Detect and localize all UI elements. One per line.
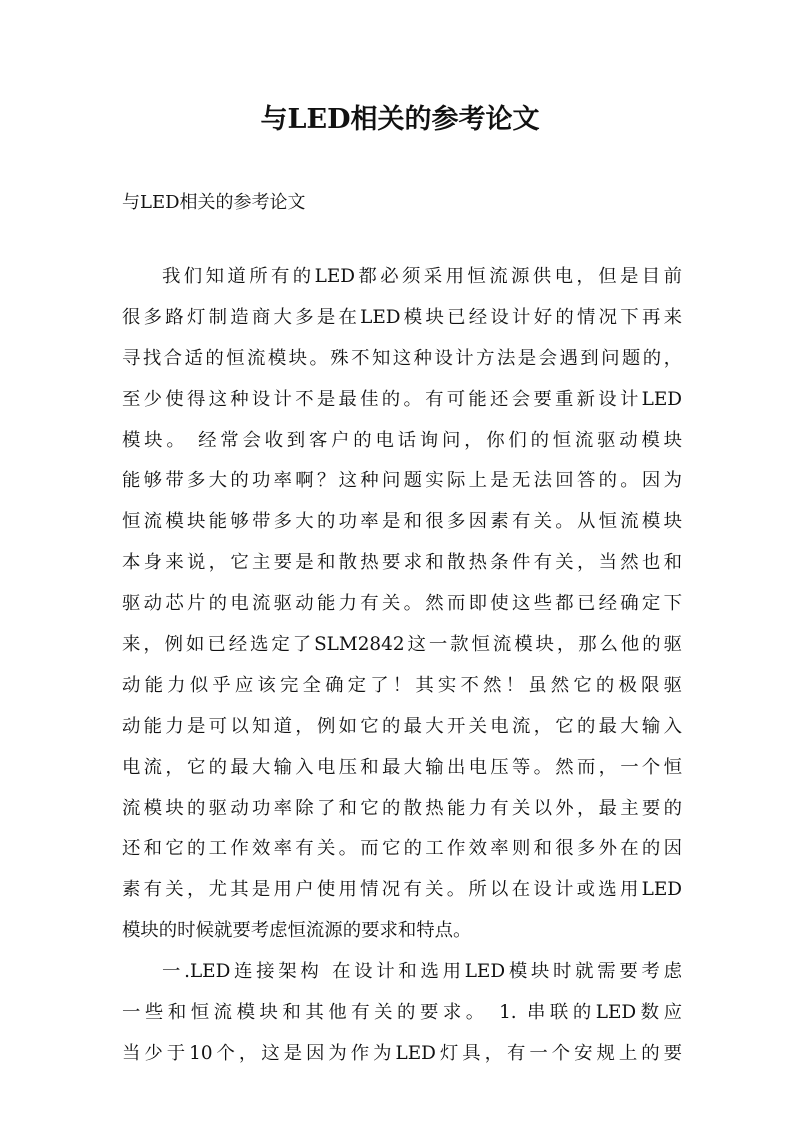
body-line: 来，例如已经选定了SLM2842这一款恒流模块，那么他的驱 — [122, 634, 682, 656]
body-line: 动能力是可以知道，例如它的最大开关电流，它的最大输入 — [122, 715, 682, 737]
body-line: 至少使得这种设计不是最佳的。有可能还会要重新设计LED — [122, 388, 682, 410]
body-line: 动能力似乎应该完全确定了！其实不然！虽然它的极限驱 — [122, 674, 682, 696]
body-line: 驱动芯片的电流驱动能力有关。然而即使这些都已经确定下 — [122, 593, 682, 615]
body-line: 当少于10个，这是因为作为LED灯具，有一个安规上的要 — [122, 1042, 682, 1064]
body-line: 电流，它的最大输入电压和最大输出电压等。然而，一个恒 — [122, 756, 682, 778]
body-line: 流模块的驱动功率除了和它的散热能力有关以外，最主要的 — [122, 797, 682, 819]
body-line: 能够带多大的功率啊？这种问题实际上是无法回答的。因为 — [122, 470, 682, 492]
body-line: 恒流模块能够带多大的功率是和很多因素有关。从恒流模块 — [122, 511, 682, 533]
body-line: 一些和恒流模块和其他有关的要求。 1. 串联的LED数应 — [122, 1002, 682, 1024]
body-line: 本身来说，它主要是和散热要求和散热条件有关，当然也和 — [122, 552, 682, 574]
document-body — [122, 262, 682, 1080]
body-line: 很多路灯制造商大多是在LED模块已经设计好的情况下再来 — [122, 306, 682, 328]
document-subtitle: 与LED相关的参考论文 — [122, 192, 306, 213]
body-line: 模块。 经常会收到客户的电话询问，你们的恒流驱动模块 — [122, 429, 682, 451]
document-title: 与LED相关的参考论文 — [260, 104, 540, 135]
body-line: 还和它的工作效率有关。而它的工作效率则和很多外在的因 — [122, 838, 682, 860]
body-line: 我们知道所有的LED都必须采用恒流源供电，但是目前 — [162, 266, 682, 287]
body-line: 一.LED连接架构 在设计和选用LED模块时就需要考虑 — [162, 961, 682, 983]
body-line: 素有关，尤其是用户使用情况有关。所以在设计或选用LED — [122, 879, 682, 901]
body-line: 模块的时候就要考虑恒流源的要求和特点。 — [122, 920, 472, 942]
body-line: 寻找合适的恒流模块。殊不知这种设计方法是会遇到问题的， — [122, 347, 682, 369]
